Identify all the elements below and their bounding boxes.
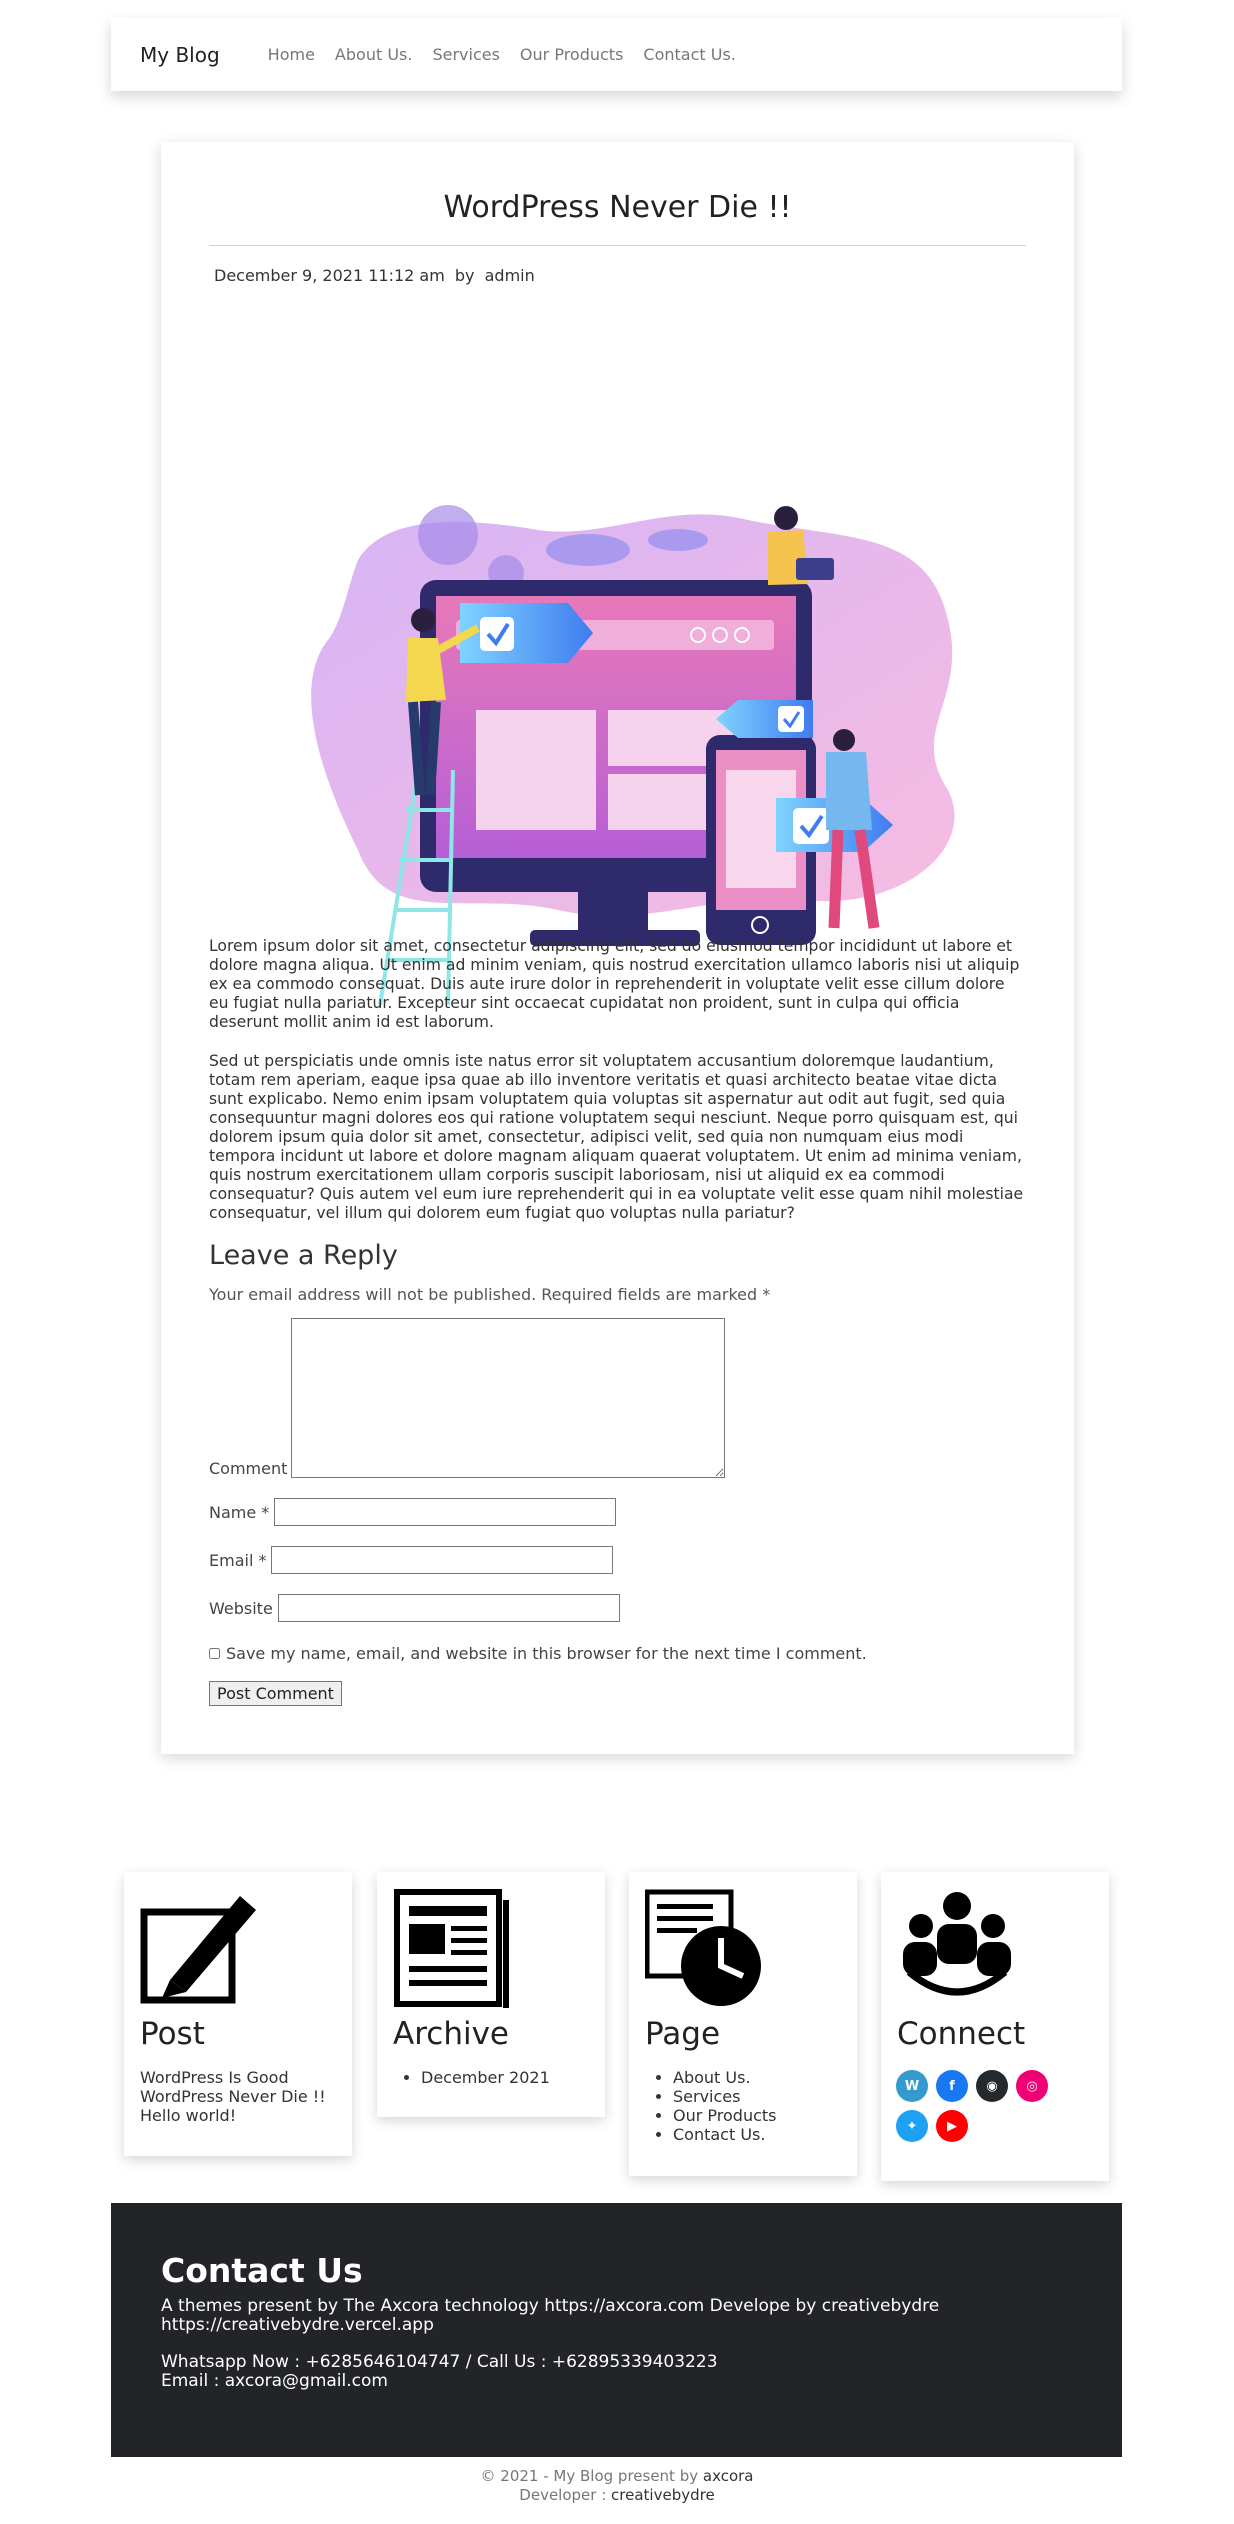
archive-month-link[interactable]: • December 2021: [421, 2068, 550, 2087]
widget-post-title: Post: [140, 2016, 205, 2052]
post-content: [209, 937, 1026, 1243]
github-icon[interactable]: ◉: [976, 2070, 1008, 2102]
name-label: Name *: [209, 1502, 270, 1522]
post-author[interactable]: admin: [484, 266, 535, 285]
copyright: [0, 2467, 1234, 2505]
widget-archive-list: [393, 2068, 550, 2087]
post-title: WordPress Never Die !!: [443, 190, 792, 225]
newspaper-icon: [393, 1888, 509, 2010]
widget-connect: [881, 1872, 1109, 2181]
developer-label: Developer :: [519, 2486, 607, 2504]
top-navbar: [111, 18, 1122, 91]
reply-notes: Your email address will not be published. Required fields are marked *: [209, 1285, 771, 1304]
email-input[interactable]: [271, 1546, 613, 1574]
hero-illustration: [248, 370, 988, 1030]
twitter-icon[interactable]: ✦: [896, 2110, 928, 2142]
nav-link-home[interactable]: Home: [267, 45, 315, 64]
post-paragraph: Sed ut perspiciatis unde omnis iste natus error sit voluptatem accusantium doloremque laudantium, totam rem aperiam, eaque ipsa quae ab illo inventore veritatis et quasi architecto beatae vitae dicta sunt explicabo. Nemo enim ipsam voluptatem quia voluptas sit aspernatur aut odit aut fugit, sed quia consequuntur magni dolores eos qui ratione voluptatem sequi nesciunt. Neque porro quisquam est, qui dolorem ipsum quia dolor sit amet, consectetur, adipisci velit, sed quia non numquam eius modi tempora incidunt ut labore et dolore magnam aliquam quaerat voluptatem. Ut enim ad minima veniam, quis nostrum exercitationem ullam corporis suscipit laboriosam, nisi ut aliquid ex ea commodi consequatur? Quis autem vel eum iure reprehenderit qui in ea voluptate velit esse quam nihil molestiae consequatur, vel illum qui dolorem eum fugiat quo voluptas nulla pariatur?: [209, 1052, 1024, 1222]
page-link[interactable]: • Contact Us.: [673, 2125, 776, 2144]
post-date: December 9, 2021 11:12 am: [214, 266, 445, 285]
widget-archive: [377, 1872, 605, 2117]
widget-page: [629, 1872, 857, 2176]
comment-textarea[interactable]: [291, 1318, 725, 1478]
copyright-text: © 2021 - My Blog present by: [480, 2467, 699, 2485]
page-link[interactable]: • About Us.: [673, 2068, 776, 2087]
page-link[interactable]: • Our Products: [673, 2106, 776, 2125]
widget-post-link[interactable]: WordPress Never Die !!: [140, 2087, 326, 2106]
page-link[interactable]: • Services: [673, 2087, 776, 2106]
widget-post: [124, 1872, 352, 2156]
site-brand[interactable]: My Blog: [140, 42, 220, 67]
youtube-icon[interactable]: ▶: [936, 2110, 968, 2142]
post-by: by: [454, 266, 475, 285]
website-row: [209, 1594, 1026, 1622]
widget-post-link[interactable]: WordPress Is Good: [140, 2068, 289, 2087]
instagram-icon[interactable]: ◎: [1016, 2070, 1048, 2102]
reply-form: [209, 1240, 1026, 1706]
comment-label: Comment: [209, 1459, 288, 1478]
copyright-link[interactable]: axcora: [702, 2467, 754, 2485]
name-input[interactable]: [274, 1498, 616, 1526]
contact-credits: A themes present by The Axcora technology https://axcora.com Develope by creativebydre https://creativebydre.vercel.app: [161, 2296, 940, 2335]
social-links: [896, 2070, 1066, 2150]
widget-archive-title: Archive: [393, 2016, 509, 2052]
contact-email: Email : axcora@gmail.com: [161, 2371, 388, 2391]
contact-details: [161, 2353, 1061, 2391]
nav-link-about[interactable]: About Us.: [334, 45, 413, 64]
cookie-consent-checkbox[interactable]: [209, 1648, 220, 1659]
cookie-consent-label: Save my name, email, and website in this browser for the next time I comment.: [226, 1644, 867, 1663]
reply-heading: Leave a Reply: [209, 1240, 398, 1271]
name-row: [209, 1498, 1026, 1526]
website-label: Website: [209, 1598, 273, 1618]
widget-post-link[interactable]: Hello world!: [140, 2106, 237, 2125]
wordpress-icon[interactable]: W: [896, 2070, 928, 2102]
email-label: Email *: [209, 1550, 267, 1570]
contact-title: Contact Us: [161, 2251, 363, 2290]
post-paragraph: Lorem ipsum dolor sit amet, consectetur adipiscing elit, sed do eiusmod tempor incididunt ut labore et dolore magna aliqua. Ut enim ad minim veniam, quis nostrud exercitation ullamco laboris nisi ut aliquip ex ea commodo consequat. Duis aute irure dolor in reprehenderit in voluptate velit esse cillum dolore eu fugiat nulla pariatur. Excepteur sint occaecat cupidatat non proident, sunt in culpa qui officia deserunt mollit anim id est laborum.: [209, 937, 1020, 1031]
nav-link-products[interactable]: Our Products: [519, 45, 624, 64]
widget-post-list: [140, 2068, 326, 2125]
post-meta: [214, 266, 535, 285]
nav-links: [268, 45, 756, 64]
widget-page-list: [645, 2068, 776, 2144]
facebook-icon[interactable]: f: [936, 2070, 968, 2102]
nav-link-contact[interactable]: Contact Us.: [643, 45, 736, 64]
document-clock-icon: [645, 1888, 765, 2008]
title-divider: [209, 245, 1026, 246]
community-icon: [897, 1888, 1017, 2000]
contact-phone: Whatsapp Now : +6285646104747 / Call Us : +62895339403223: [161, 2352, 718, 2372]
widget-page-title: Page: [645, 2016, 721, 2052]
comment-row: [209, 1318, 1026, 1478]
contact-section: [111, 2203, 1122, 2457]
website-input[interactable]: [278, 1594, 620, 1622]
edit-document-icon: [140, 1888, 260, 2006]
email-row: [209, 1546, 1026, 1574]
developer-link[interactable]: creativebydre: [611, 2486, 715, 2504]
nav-link-services[interactable]: Services: [432, 45, 500, 64]
post-comment-button[interactable]: Post Comment: [209, 1681, 342, 1706]
cookie-consent-row: [209, 1644, 1026, 1663]
post-card: [161, 142, 1074, 1754]
widget-connect-title: Connect: [897, 2016, 1026, 2052]
